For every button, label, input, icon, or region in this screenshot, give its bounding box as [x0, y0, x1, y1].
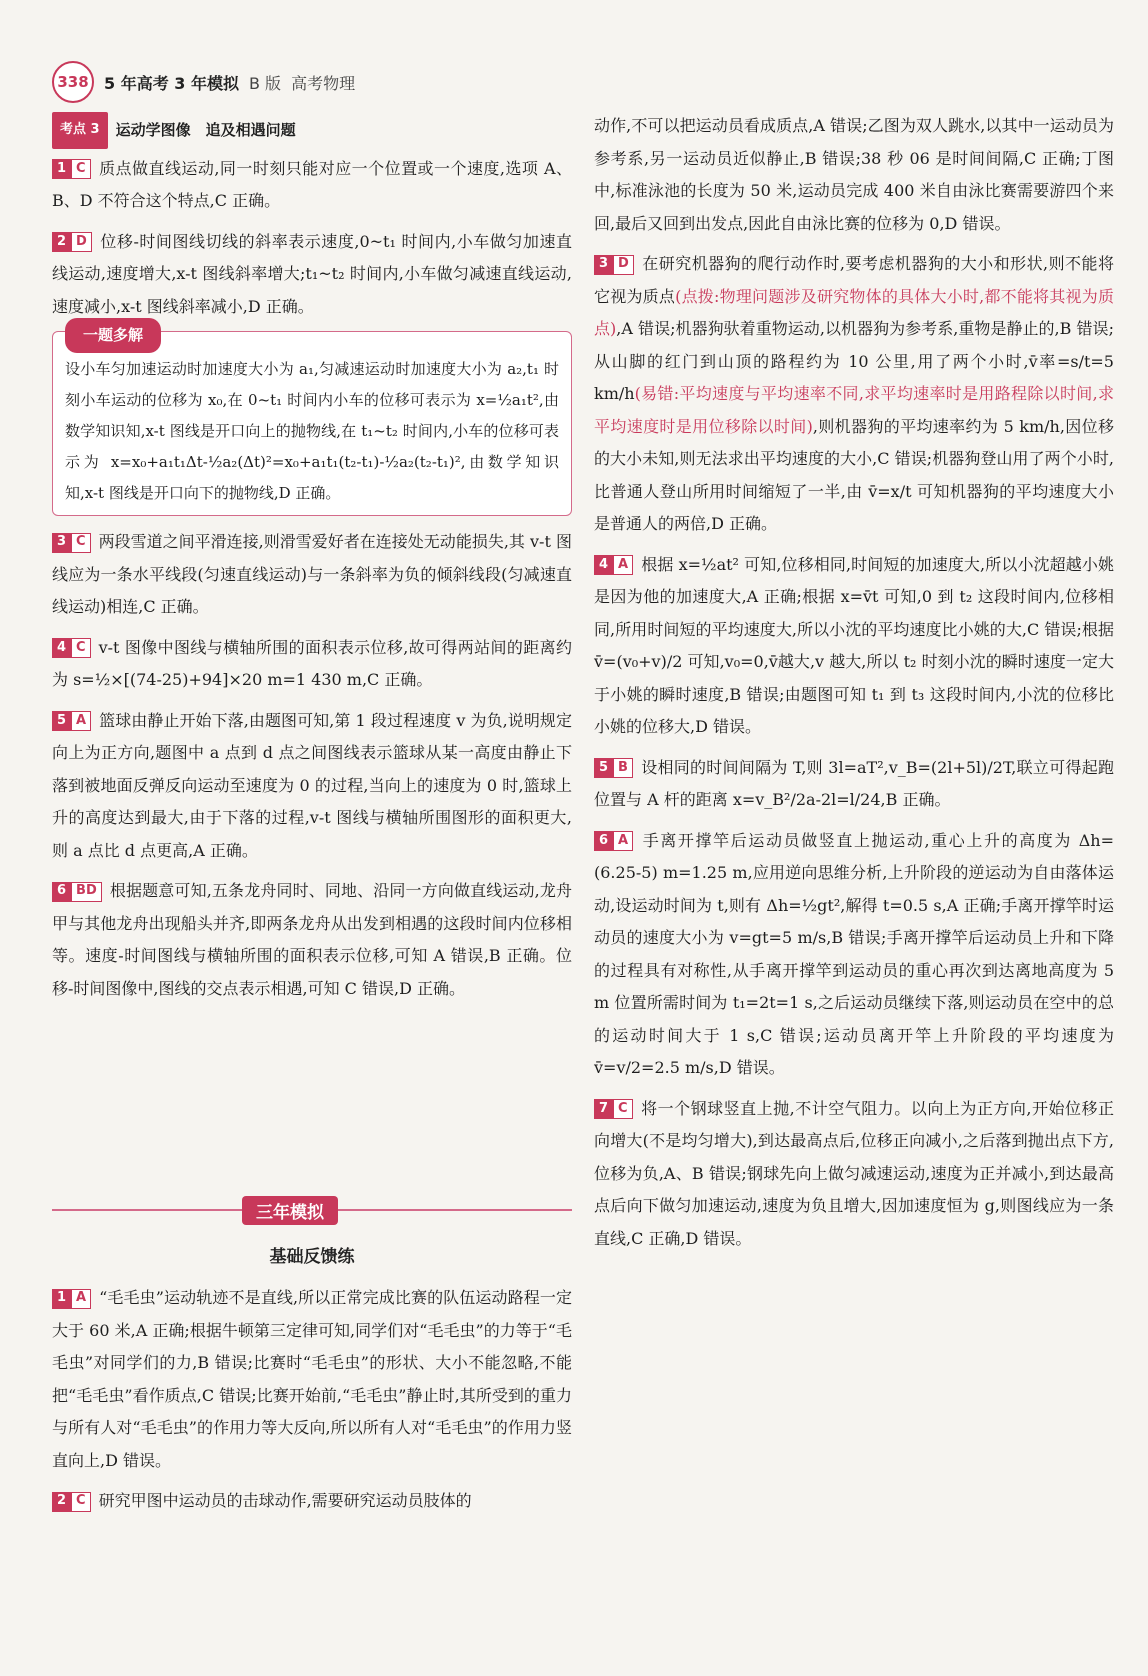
answer-tag [52, 159, 91, 179]
answer-key: C [71, 638, 91, 658]
question-number: 3 [52, 533, 71, 553]
answer-key: C [71, 1492, 91, 1512]
answer-key: C [613, 1099, 633, 1119]
answer-tag [594, 1099, 633, 1119]
answer-item [594, 752, 1114, 817]
pitfall-note: (易错:平均速度与平均速率不同,求平均速率时是用路程除以时间,求平均速度时是用位移除以时间) [594, 384, 1114, 436]
answer-tag [52, 638, 91, 658]
answer-item [52, 875, 572, 1005]
answer-item [594, 825, 1114, 1085]
answer-key: A [71, 1289, 91, 1309]
question-number: 7 [594, 1099, 613, 1119]
answer-item [52, 1485, 572, 1518]
answer-text: 两段雪道之间平滑连接,则滑雪爱好者在连接处无动能损失,其 v-t 图线应为一条水平线段(匀速直线运动)与一条斜率为负的倾斜线段(匀减速直线运动)相连,C 正确。 [52, 532, 572, 616]
page-header [52, 62, 355, 102]
kaodian-label: 考点 3 [52, 112, 108, 149]
sub-banner: 基础反馈练 [269, 1247, 355, 1267]
multi-solution-label: 一题多解 [65, 318, 161, 353]
question-number: 2 [52, 232, 71, 252]
answer-text: 将一个钢球竖直上抛,不计空气阻力。以向上为正方向,开始位移正向增大(不是均匀增大),到达最高点后,位移正向减小,之后落到抛出点下方,位移为负,A、B 错误;钢球先向上做匀减速运动,速度为正并减小,到达最高点后向下做匀加速运动,速度为负且增大,因加速度恒为 g,则图线应为一条直线,C 正确,D 错误。 [594, 1098, 1114, 1248]
answer-key: BD [71, 882, 102, 902]
answer-key: C [71, 533, 91, 553]
section-banner [52, 1196, 572, 1224]
book-edition: B 版 [248, 73, 282, 93]
right-column [594, 110, 1114, 1263]
banner-title: 三年模拟 [242, 1196, 338, 1225]
answer-text: 位移-时间图线切线的斜率表示速度,0~t₁ 时间内,小车做匀加速直线运动,速度增大,x-t 图线斜率增大;t₁~t₂ 时间内,小车做匀减速直线运动,速度减小,x-t 图线斜率减小,D 正确。 [52, 231, 572, 316]
answer-key: A [71, 711, 91, 731]
answer-item [594, 248, 1114, 541]
question-number: 6 [594, 831, 613, 851]
answer-text: 研究甲图中运动员的击球动作,需要研究运动员肢体的 [98, 1491, 472, 1510]
answer-text: 根据题意可知,五条龙舟同时、同地、沿同一方向做直线运动,龙舟甲与其他龙舟出现船头并齐,即两条龙舟从出发到相遇的这段时间内位移相等。速度-时间图线与横轴所围的面积表示位移,可知 A 错误,B 正确。位移-时间图像中,图线的交点表示相遇,可知 C 错误,D 正确。 [52, 881, 572, 998]
question-number: 5 [52, 711, 71, 731]
answer-continuation: 动作,不可以把运动员看成质点,A 错误;乙图为双人跳水,以其中一运动员为参考系,另一运动员近似静止,B 错误;38 秒 06 是时间间隔,C 正确;丁图中,标准泳池的长度为 50 米,运动员完成 400 米自由泳比赛需要游四个来回,最后又回到出发点,因此自由泳比赛的位移为 0,D 错误。 [594, 116, 1114, 233]
answer-tag [52, 533, 91, 553]
question-number: 4 [52, 638, 71, 658]
answer-item [594, 1093, 1114, 1256]
page-number: 338 [52, 61, 94, 103]
left-column [52, 112, 572, 1013]
answer-item [52, 1282, 572, 1477]
question-number: 1 [52, 1289, 71, 1309]
answer-tag [594, 758, 633, 778]
kaodian-title: 运动学图像 追及相遇问题 [115, 121, 296, 139]
answer-key: B [613, 758, 633, 778]
multi-solution-box [52, 326, 572, 516]
question-number: 5 [594, 758, 613, 778]
answer-item [594, 549, 1114, 744]
answer-item [52, 632, 572, 697]
answer-key: A [613, 555, 633, 575]
answer-text: 根据 x=½at² 可知,位移相同,时间短的加速度大,所以小沈超越小姚是因为他的加速度大,A 正确;根据 x=v̄t 可知,0 到 t₂ 这段时间内,位移相同,所用时间短的平均速度大,所以小沈的平均速度比小姚的大,C 错误;根据 v̄=(v₀+v)/2 可知,v₀=0,v̄越大,v 越大,所以 t₂ 时刻小沈的瞬时速度一定大于小姚的瞬时速度,B 错误;由题图可知 t₁ 到 t₃ 这段时间内,小沈的位移比小姚的位移大,D 错误。 [594, 554, 1114, 736]
answer-tag [52, 1289, 91, 1309]
book-subject: 高考物理 [291, 73, 356, 93]
answer-tag [52, 711, 91, 731]
answer-key: A [613, 831, 633, 851]
answer-tag [52, 232, 92, 252]
answer-key: D [613, 255, 634, 275]
answer-key: C [71, 159, 91, 179]
answer-tag [594, 255, 634, 275]
answer-tag [52, 1492, 91, 1512]
answer-item [52, 153, 572, 218]
answer-text: 质点做直线运动,同一时刻只能对应一个位置或一个速度,选项 A、B、D 不符合这个特点,C 正确。 [52, 158, 572, 210]
multi-solution-text: 设小车匀加速运动时加速度大小为 a₁,匀减速运动时加速度大小为 a₂,t₁ 时刻小车运动的位移为 x₀,在 0~t₁ 时间内小车的位移可表示为 x=½a₁t²,由数学知识知,x-t 图线是开口向上的抛物线,在 t₁~t₂ 时间内,小车的位移可表示为 x=x₀+a₁t₁Δt-½a₂(Δt)²=x₀+a₁t₁(t₂-t₁)-½a₂(t₂-t₁)²,由数学知识知,x-t 图线是开口向下的抛物线,D 正确。 [65, 360, 559, 502]
answer-tag [52, 882, 102, 902]
kaodian-heading [52, 112, 572, 149]
question-number: 1 [52, 159, 71, 179]
answer-text: v-t 图像中图线与横轴所围的面积表示位移,故可得两站间的距离约为 s=½×[(74-25)+94]×20 m=1 430 m,C 正确。 [52, 637, 572, 689]
answer-text: 手离开撑竿后运动员做竖直上抛运动,重心上升的高度为 Δh=(6.25-5) m=1.25 m,应用逆向思维分析,上升阶段的逆运动为自由落体运动,设运动时间为 t,则有 Δh=½gt²,解得 t=0.5 s,A 正确;手离开撑竿时运动员的速度大小为 v=gt=5 m/s,B 错误;手离开撑竿后运动员上升和下降的过程具有对称性,从手离开撑竿到运动员的重心再次到达离地高度为 5 m 位置所需时间为 t₁=2t=1 s,之后运动员继续下落,则运动员在空中的总的运动时间大于 1 s,C 错误;运动员离开竿上升阶段的平均速度为 v̄=v/2=2.5 m/s,D 错误。 [594, 830, 1114, 1077]
question-number: 6 [52, 882, 71, 902]
answer-text: 在研究机器狗的爬行动作时,要考虑机器狗的大小和形状,则不能将它视为质点 [594, 254, 1114, 306]
answer-item [52, 526, 572, 624]
tip-note: (点拨:物理问题涉及研究物体的具体大小时,都不能将其视为质点) [594, 286, 1114, 338]
left-bottom-answers [52, 1282, 572, 1526]
answer-text: ,则机器狗的平均速率约为 5 km/h,因位移的大小未知,则无法求出平均速度的大小,C 错误;机器狗登山用了两个小时,比普通人登山所用时间缩短了一半,由 v̄=x/t 可知机器狗的平均速度大小是普通人的两倍,D 正确。 [594, 416, 1115, 533]
answer-key: D [71, 232, 92, 252]
book-brand: 5 年高考 3 年模拟 [104, 73, 239, 93]
answer-tag [594, 831, 633, 851]
answer-item [52, 705, 572, 868]
question-number: 2 [52, 1492, 71, 1512]
answer-item [52, 226, 572, 324]
answer-text: 篮球由静止开始下落,由题图可知,第 1 段过程速度 v 为负,说明规定向上为正方向,题图中 a 点到 d 点之间图线表示篮球从某一高度由静止下落到被地面反弹反向运动至速度为 0 的过程,当向上的速度为 0 时,篮球上升的高度达到最大,由于下落的过程,v-t 图线与横轴所围图形的面积更大,则 a 点比 d 点更高,A 正确。 [52, 710, 572, 860]
question-number: 4 [594, 555, 613, 575]
question-number: 3 [594, 255, 613, 275]
answer-text: 设相同的时间间隔为 T,则 3l=aT²,v_B=(2l+5l)/2T,联立可得起跑位置与 A 杆的距离 x=v_B²/2a-2l=l/24,B 正确。 [594, 757, 1114, 809]
answer-text: ,A 错误;机器狗驮着重物运动,以机器狗为参考系,重物是静止的,B 错误;从山脚的红门到山顶的路程约为 10 公里,用了两个小时,v̄率=s/t=5 km/h [594, 319, 1114, 403]
answer-tag [594, 555, 633, 575]
answer-text: “毛毛虫”运动轨迹不是直线,所以正常完成比赛的队伍运动路程一定大于 60 米,A 正确;根据牛顿第三定律可知,同学们对“毛毛虫”的力等于“毛毛虫”对同学们的力,B 错误;比赛时“毛毛虫”的形状、大小不能忽略,不能把“毛毛虫”看作质点,C 错误;比赛开始前,“毛毛虫”静止时,其所受到的重力与所有人对“毛毛虫”的作用力等大反向,所以所有人对“毛毛虫”的作用力竖直向上,D 错误。 [52, 1288, 572, 1470]
